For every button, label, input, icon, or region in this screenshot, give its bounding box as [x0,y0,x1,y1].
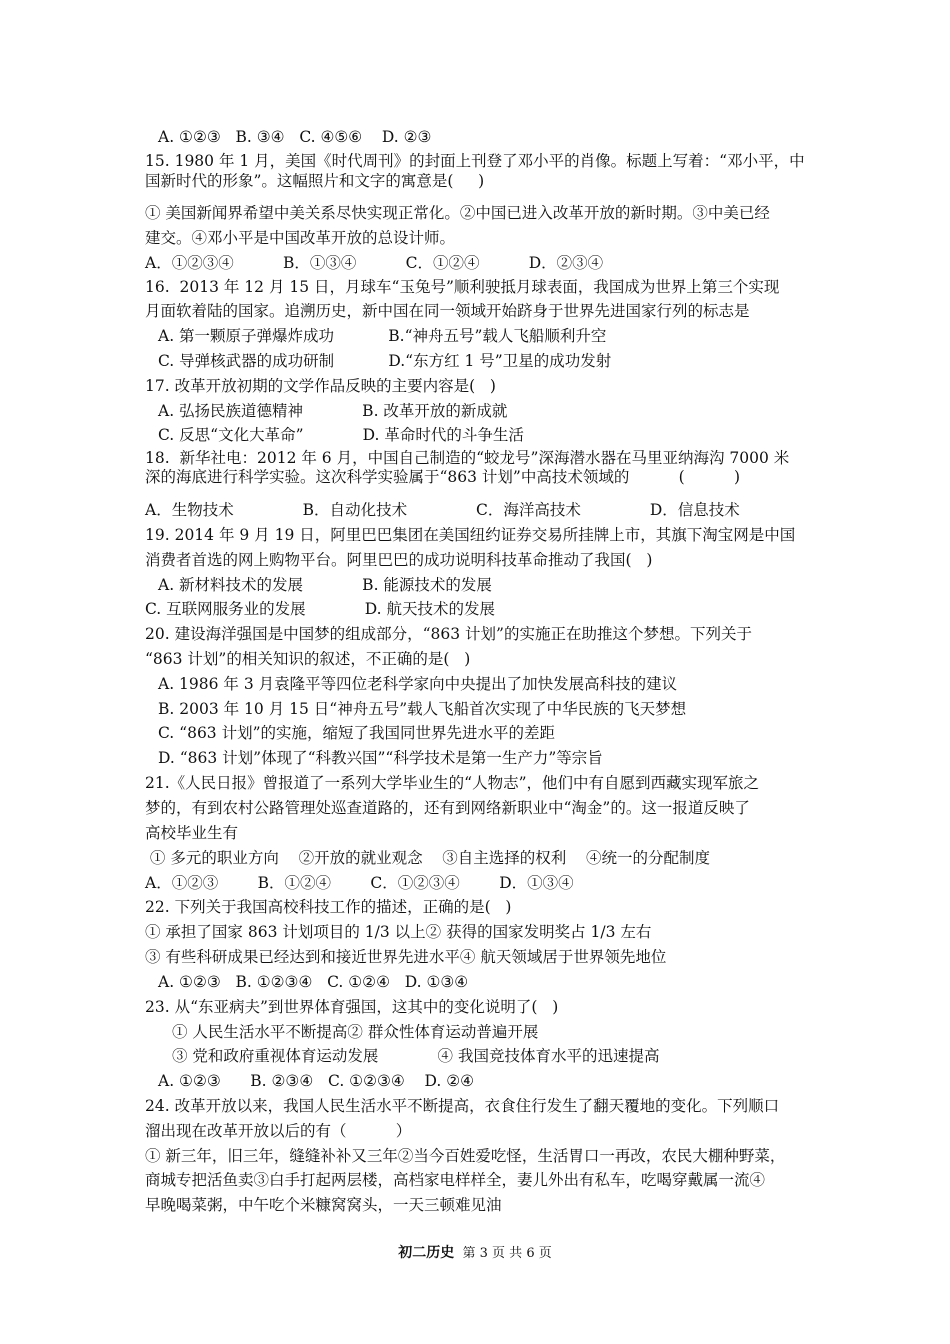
q16-stem-line1: 16. 2013 年 12 月 15 日，月球车“玉兔号”顺利驶抵月球表面，我国成为世界上第三个实现 [145,278,780,296]
q24-items-line1: ① 新三年，旧三年，缝缝补补又三年②当今百姓爱吃怪，生活胃口一再改，农民大棚种野菜， [145,1147,786,1165]
footer-subject: 初二历史 [398,1245,455,1261]
q23-stem: 23. 从“东亚病夫”到世界体育强国，这其中的变化说明了( ) [145,998,559,1016]
q19-stem-line1: 19. 2014 年 9 月 19 日，阿里巴巴集团在美国纽约证券交易所挂牌上市，其旗下淘宝网是中国 [145,526,796,544]
q23-options: A. ①②③ B. ②③④ C. ①②③④ D. ②④ [158,1072,474,1090]
q16-options-cd: C. 导弹核武器的成功研制 D.“东方红 1 号”卫星的成功发射 [158,352,612,370]
q18-options: A．生物技术 B．自动化技术 C．海洋高技术 D．信息技术 [145,501,740,519]
q20-stem-line2: “863 计划”的相关知识的叙述，不正确的是( ) [145,650,471,668]
q24-items-line3: 早晚喝菜粥，中午吃个米糠窝窝头，一天三顿难见油 [145,1196,502,1214]
q20-option-a: A. 1986 年 3 月袁隆平等四位老科学家向中央提出了加快发展高科技的建议 [158,675,678,693]
page-footer [0,1244,950,1263]
q22-options: A. ①②③ B. ①②③④ C. ①②④ D. ①③④ [158,973,469,991]
q15-options: A．①②③④ B．①③④ C．①②④ D．②③④ [145,254,604,272]
q19-stem-line2: 消费者首选的网上购物平台。阿里巴巴的成功说明科技革命推动了我国( ) [145,551,653,569]
footer-page-number: 第 3 页 共 6 页 [462,1246,552,1261]
q14-options: A. ①②③ B. ③④ C. ④⑤⑥ D. ②③ [158,128,432,146]
q24-items-line2: 商城专把活鱼卖③白手打起两层楼，高档家电样样全，妻儿外出有私车，吃喝穿戴属一流④ [145,1171,766,1189]
q18-stem-line2: 深的海底进行科学实验。这次科学实验属于“863 计划”中高技术领域的 ( ) [145,468,740,486]
q17-stem: 17. 改革开放初期的文学作品反映的主要内容是( ) [145,377,496,395]
q21-items: ① 多元的职业方向 ②开放的就业观念 ③自主选择的权利 ④统一的分配制度 [145,849,710,867]
q18-stem-line1: 18. 新华社电：2012 年 6 月，中国自己制造的“蛟龙号”深海潜水器在马里亚纳海沟 7000 米 [145,449,790,467]
q20-option-b: B. 2003 年 10 月 15 日“神舟五号”载人飞船首次实现了中华民族的飞天梦想 [158,700,687,718]
q21-options: A．①②③ B．①②④ C．①②③④ D．①③④ [145,874,574,892]
q20-stem-line1: 20. 建设海洋强国是中国梦的组成部分，“863 计划”的实施正在助推这个梦想。下列关于 [145,625,752,643]
q24-stem-line2: 溜出现在改革开放以后的有（ ） [145,1122,412,1140]
q21-stem-line2: 梦的，有到农村公路管理处巡查道路的，还有到网络新职业中“淘金”的。这一报道反映了 [145,799,750,817]
q21-stem-line3: 高校毕业生有 [145,824,239,842]
q20-option-c: C. “863 计划”的实施，缩短了我国同世界先进水平的差距 [158,724,556,742]
q24-stem-line1: 24. 改革开放以来，我国人民生活水平不断提高，衣食住行发生了翻天覆地的变化。下列顺口 [145,1097,780,1115]
q16-options-ab: A. 第一颗原子弹爆炸成功 B.“神舟五号”载人飞船顺利升空 [158,327,607,345]
q23-items-line2: ③ 党和政府重视体育运动发展 ④ 我国竞技体育水平的迅速提高 [172,1047,660,1065]
q15-items-line2: 建交。④邓小平是中国改革开放的总设计师。 [145,229,456,247]
q16-stem-line2: 月面软着陆的国家。追溯历史，新中国在同一领域开始跻身于世界先进国家行列的标志是 [145,302,750,320]
q15-items-line1: ① 美国新闻界希望中美关系尽快实现正常化。②中国已进入改革开放的新时期。③中美已经 [145,204,770,222]
q21-stem-line1: 21.《人民日报》曾报道了一系列大学毕业生的“人物志”，他们中有自愿到西藏实现军旅之 [145,774,760,792]
q19-options-cd: C. 互联网服务业的发展 D. 航天技术的发展 [145,600,496,618]
q17-options-ab: A. 弘扬民族道德精神 B. 改革开放的新成就 [158,402,508,420]
q15-stem-line1: 15. 1980 年 1 月，美国《时代周刊》的封面上刊登了邓小平的肖像。标题上写着：“邓小平，中 [145,152,805,170]
q22-stem: 22. 下列关于我国高校科技工作的描述，正确的是( ) [145,898,512,916]
q22-items-line1: ① 承担了国家 863 计划项目的 1/3 以上② 获得的国家发明奖占 1/3 左右 [145,923,652,941]
q20-option-d: D. “863 计划”体现了“科教兴国”“科学技术是第一生产力”等宗旨 [158,749,603,767]
q23-items-line1: ① 人民生活水平不断提高② 群众性体育运动普遍开展 [172,1023,539,1041]
q19-options-ab: A. 新材料技术的发展 B. 能源技术的发展 [158,576,492,594]
q15-stem-line2: 国新时代的形象”。这幅照片和文字的寓意是( ) [145,172,485,190]
q17-options-cd: C. 反思“文化大革命” D. 革命时代的斗争生活 [158,426,524,444]
q22-items-line2: ③ 有些科研成果已经达到和接近世界先进水平④ 航天领域居于世界领先地位 [145,948,667,966]
